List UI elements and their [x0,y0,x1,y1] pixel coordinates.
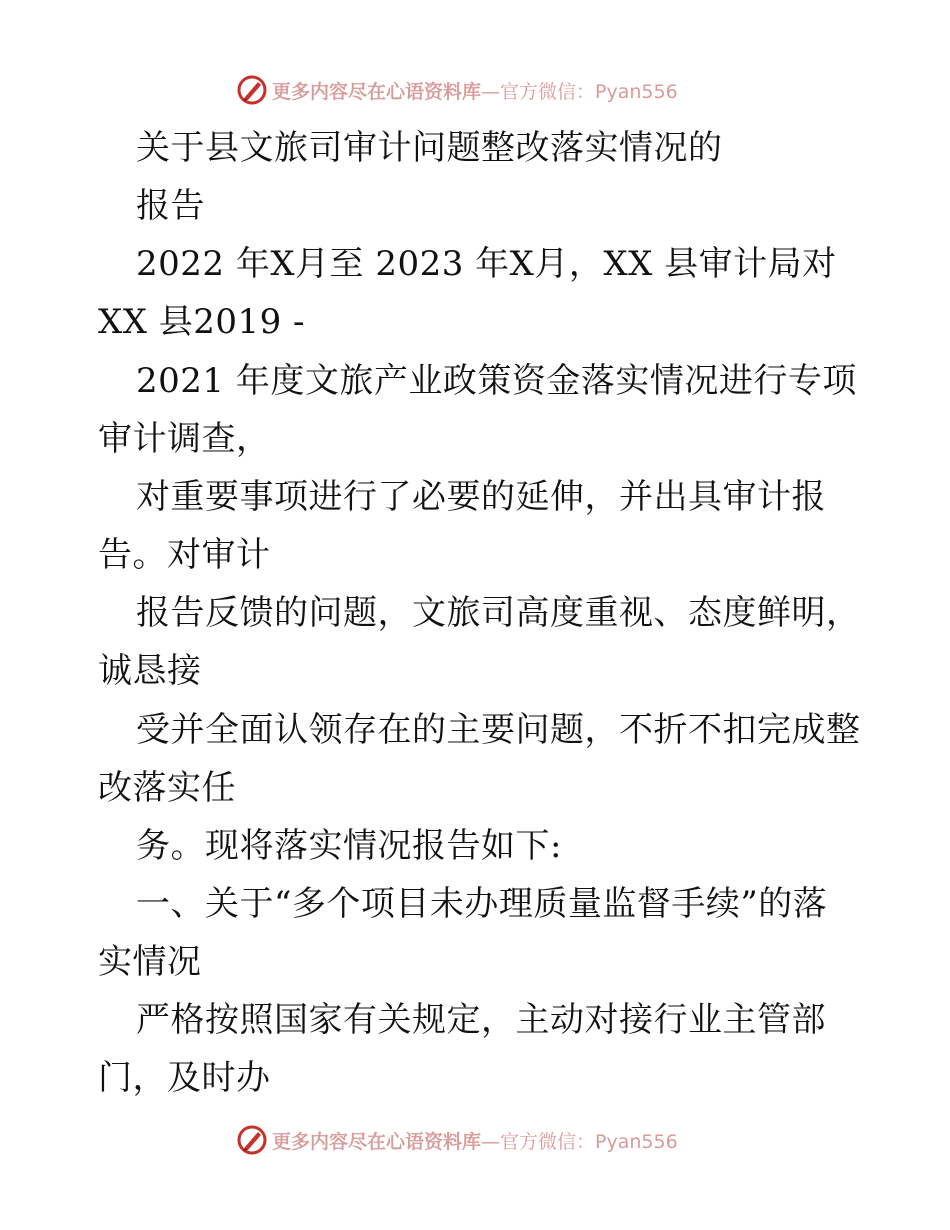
watermark-header [236,72,678,108]
watermark-footer [236,1122,678,1158]
section-heading-line: 一、关于“多个项目未办理质量监督手续”的落 [136,884,828,924]
paragraph-line: 2022 年X月至 2023 年X月，XX 县审计局对 [136,244,837,284]
paragraph-line: 严格按照国家有关规定，主动对接行业主管部 [136,1000,826,1040]
doc-title-line-2: 报告 [136,186,205,226]
doc-title-line-1: 关于县文旅司审计问题整改落实情况的 [136,128,723,168]
paragraph-line: 诚恳接 [98,651,202,691]
pen-logo-icon [236,74,268,106]
paragraph-line: 对重要事项进行了必要的延伸，并出具审计报 [136,477,826,517]
watermark-title: 更多内容尽在心语资料库 [272,80,482,103]
paragraph-line: XX 县2019 - [98,302,306,342]
watermark-title: 更多内容尽在心语资料库 [272,1130,482,1153]
watermark-contact: —官方微信：Pyan556 [481,1130,678,1153]
paragraph-line: 务。现将落实情况报告如下: [136,826,562,866]
paragraph-line: 改落实任 [98,768,236,808]
section-heading-line: 实情况 [98,942,202,982]
pen-logo-icon [236,1124,268,1156]
paragraph-line: 告。对审计 [98,535,271,575]
paragraph-line: 审计调查， [98,419,271,459]
paragraph-line: 报告反馈的问题，文旅司高度重视、态度鲜明， [136,593,861,633]
paragraph-line: 门，及时办 [98,1058,271,1098]
paragraph-line: 2021 年度文旅产业政策资金落实情况进行专项 [136,361,857,401]
watermark-contact: —官方微信：Pyan556 [481,80,678,103]
paragraph-line: 受并全面认领存在的主要问题，不折不扣完成整 [136,710,861,750]
